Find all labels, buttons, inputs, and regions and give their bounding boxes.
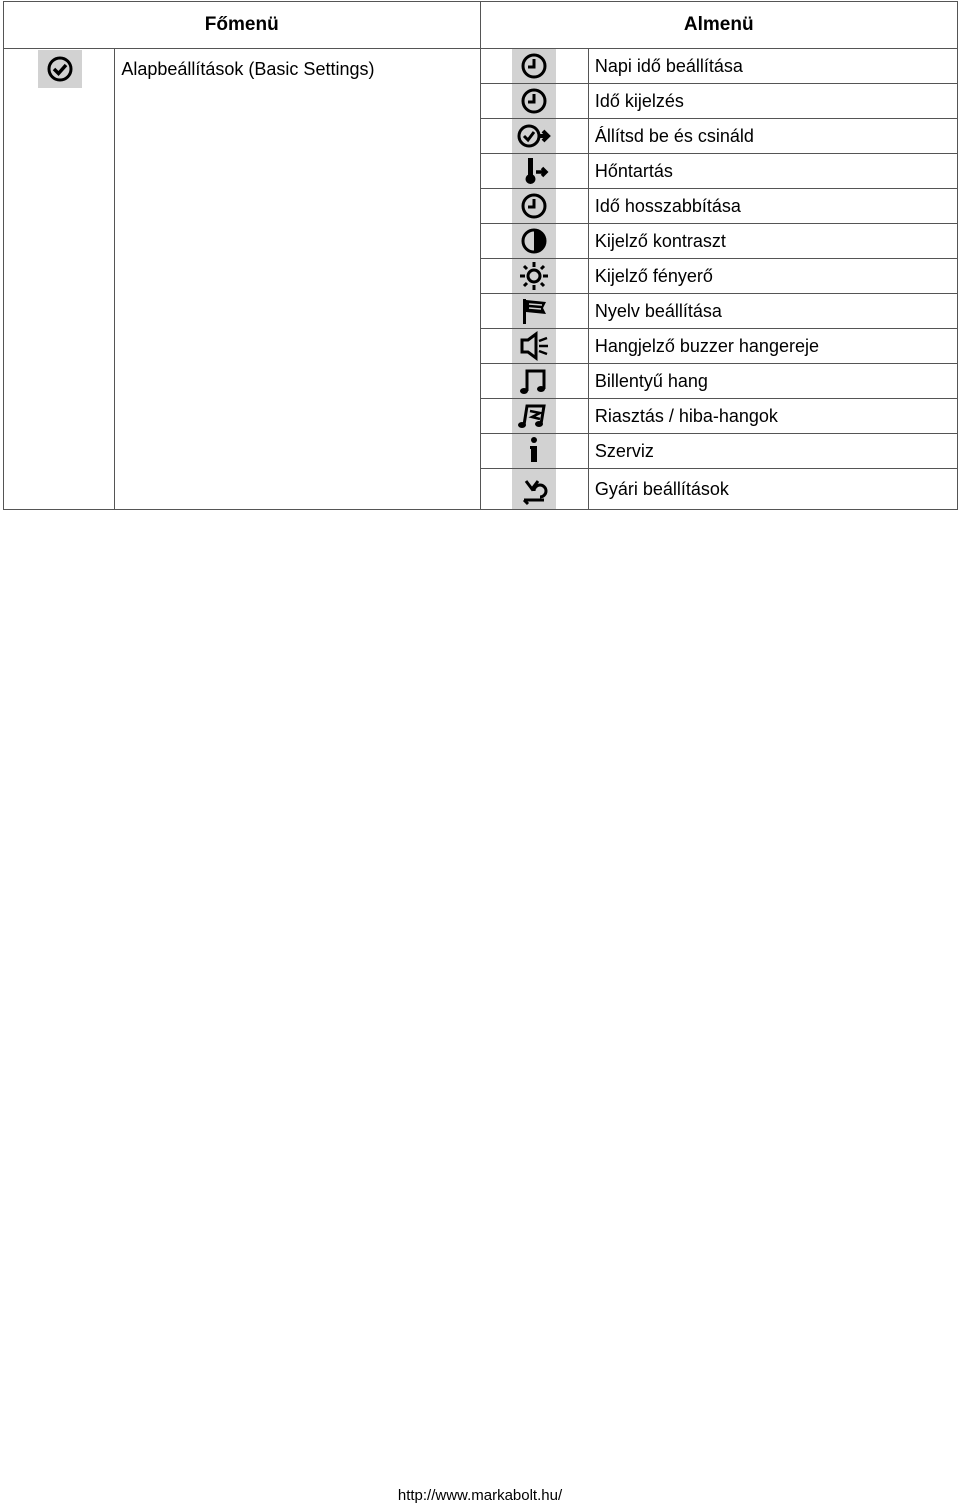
sub-item-label: Idő hosszabbítása xyxy=(594,195,741,216)
sub-icon-cell xyxy=(480,224,588,259)
clock-icon xyxy=(512,189,556,223)
main-item-label: Alapbeállítások (Basic Settings) xyxy=(121,59,375,79)
sub-icon-cell xyxy=(480,154,588,189)
sub-item-label: Idő kijelzés xyxy=(594,90,684,111)
info-icon xyxy=(512,434,556,468)
check-clock-icon xyxy=(38,50,82,88)
sub-label-cell xyxy=(588,399,957,434)
keep-warm-icon xyxy=(512,154,556,188)
brightness-icon xyxy=(512,259,556,293)
sub-item-label: Hangjelző buzzer hangereje xyxy=(594,335,819,356)
sub-icon-cell xyxy=(480,84,588,119)
sub-icon-cell xyxy=(480,49,588,84)
sub-label-cell xyxy=(588,154,957,189)
sub-label-cell xyxy=(588,434,957,469)
sub-icon-cell xyxy=(480,469,588,510)
sub-label-cell xyxy=(588,224,957,259)
sub-icon-cell xyxy=(480,434,588,469)
set-and-go-icon xyxy=(512,119,556,153)
footer-url: http://www.markabolt.hu/ xyxy=(397,1487,563,1504)
sub-icon-cell xyxy=(480,119,588,154)
sub-item-label: Kijelző fényerő xyxy=(594,265,713,286)
contrast-icon xyxy=(512,224,556,258)
sub-label-cell xyxy=(588,189,957,224)
menu-table xyxy=(3,1,958,510)
table-row xyxy=(4,49,958,84)
sub-icon-cell xyxy=(480,189,588,224)
clock-icon xyxy=(512,49,556,83)
sub-label-cell xyxy=(588,84,957,119)
sub-label-cell xyxy=(588,119,957,154)
sub-item-label: Billentyű hang xyxy=(594,370,708,391)
main-item-label-cell xyxy=(115,49,480,510)
header-main-menu: Főmenü xyxy=(4,2,481,49)
sub-icon-cell xyxy=(480,294,588,329)
sub-label-cell xyxy=(588,294,957,329)
sub-label-cell xyxy=(588,364,957,399)
sub-item-label: Szerviz xyxy=(594,440,654,461)
sub-item-label: Hőntartás xyxy=(594,160,673,181)
sub-icon-cell xyxy=(480,399,588,434)
music-note-icon xyxy=(512,364,556,398)
sub-item-label: Állítsd be és csináld xyxy=(594,125,754,146)
sub-item-label: Kijelző kontraszt xyxy=(594,230,726,251)
sub-item-label: Napi idő beállítása xyxy=(594,55,743,76)
alarm-tone-icon xyxy=(512,399,556,433)
sub-label-cell xyxy=(588,329,957,364)
header-sub-menu: Almenü xyxy=(480,2,958,49)
main-item-icon-cell xyxy=(4,49,115,510)
sub-icon-cell xyxy=(480,364,588,399)
factory-reset-icon xyxy=(512,469,556,509)
sub-label-cell xyxy=(588,469,957,510)
sub-label-cell xyxy=(588,49,957,84)
sub-icon-cell xyxy=(480,259,588,294)
sub-item-label: Gyári beállítások xyxy=(594,478,729,499)
sub-item-label: Riasztás / hiba-hangok xyxy=(594,405,778,426)
sub-item-label: Nyelv beállítása xyxy=(594,300,722,321)
speaker-icon xyxy=(512,329,556,363)
flag-icon xyxy=(512,294,556,328)
table-header-row xyxy=(4,2,958,49)
sub-label-cell xyxy=(588,259,957,294)
sub-icon-cell xyxy=(480,329,588,364)
clock-icon xyxy=(512,84,556,118)
